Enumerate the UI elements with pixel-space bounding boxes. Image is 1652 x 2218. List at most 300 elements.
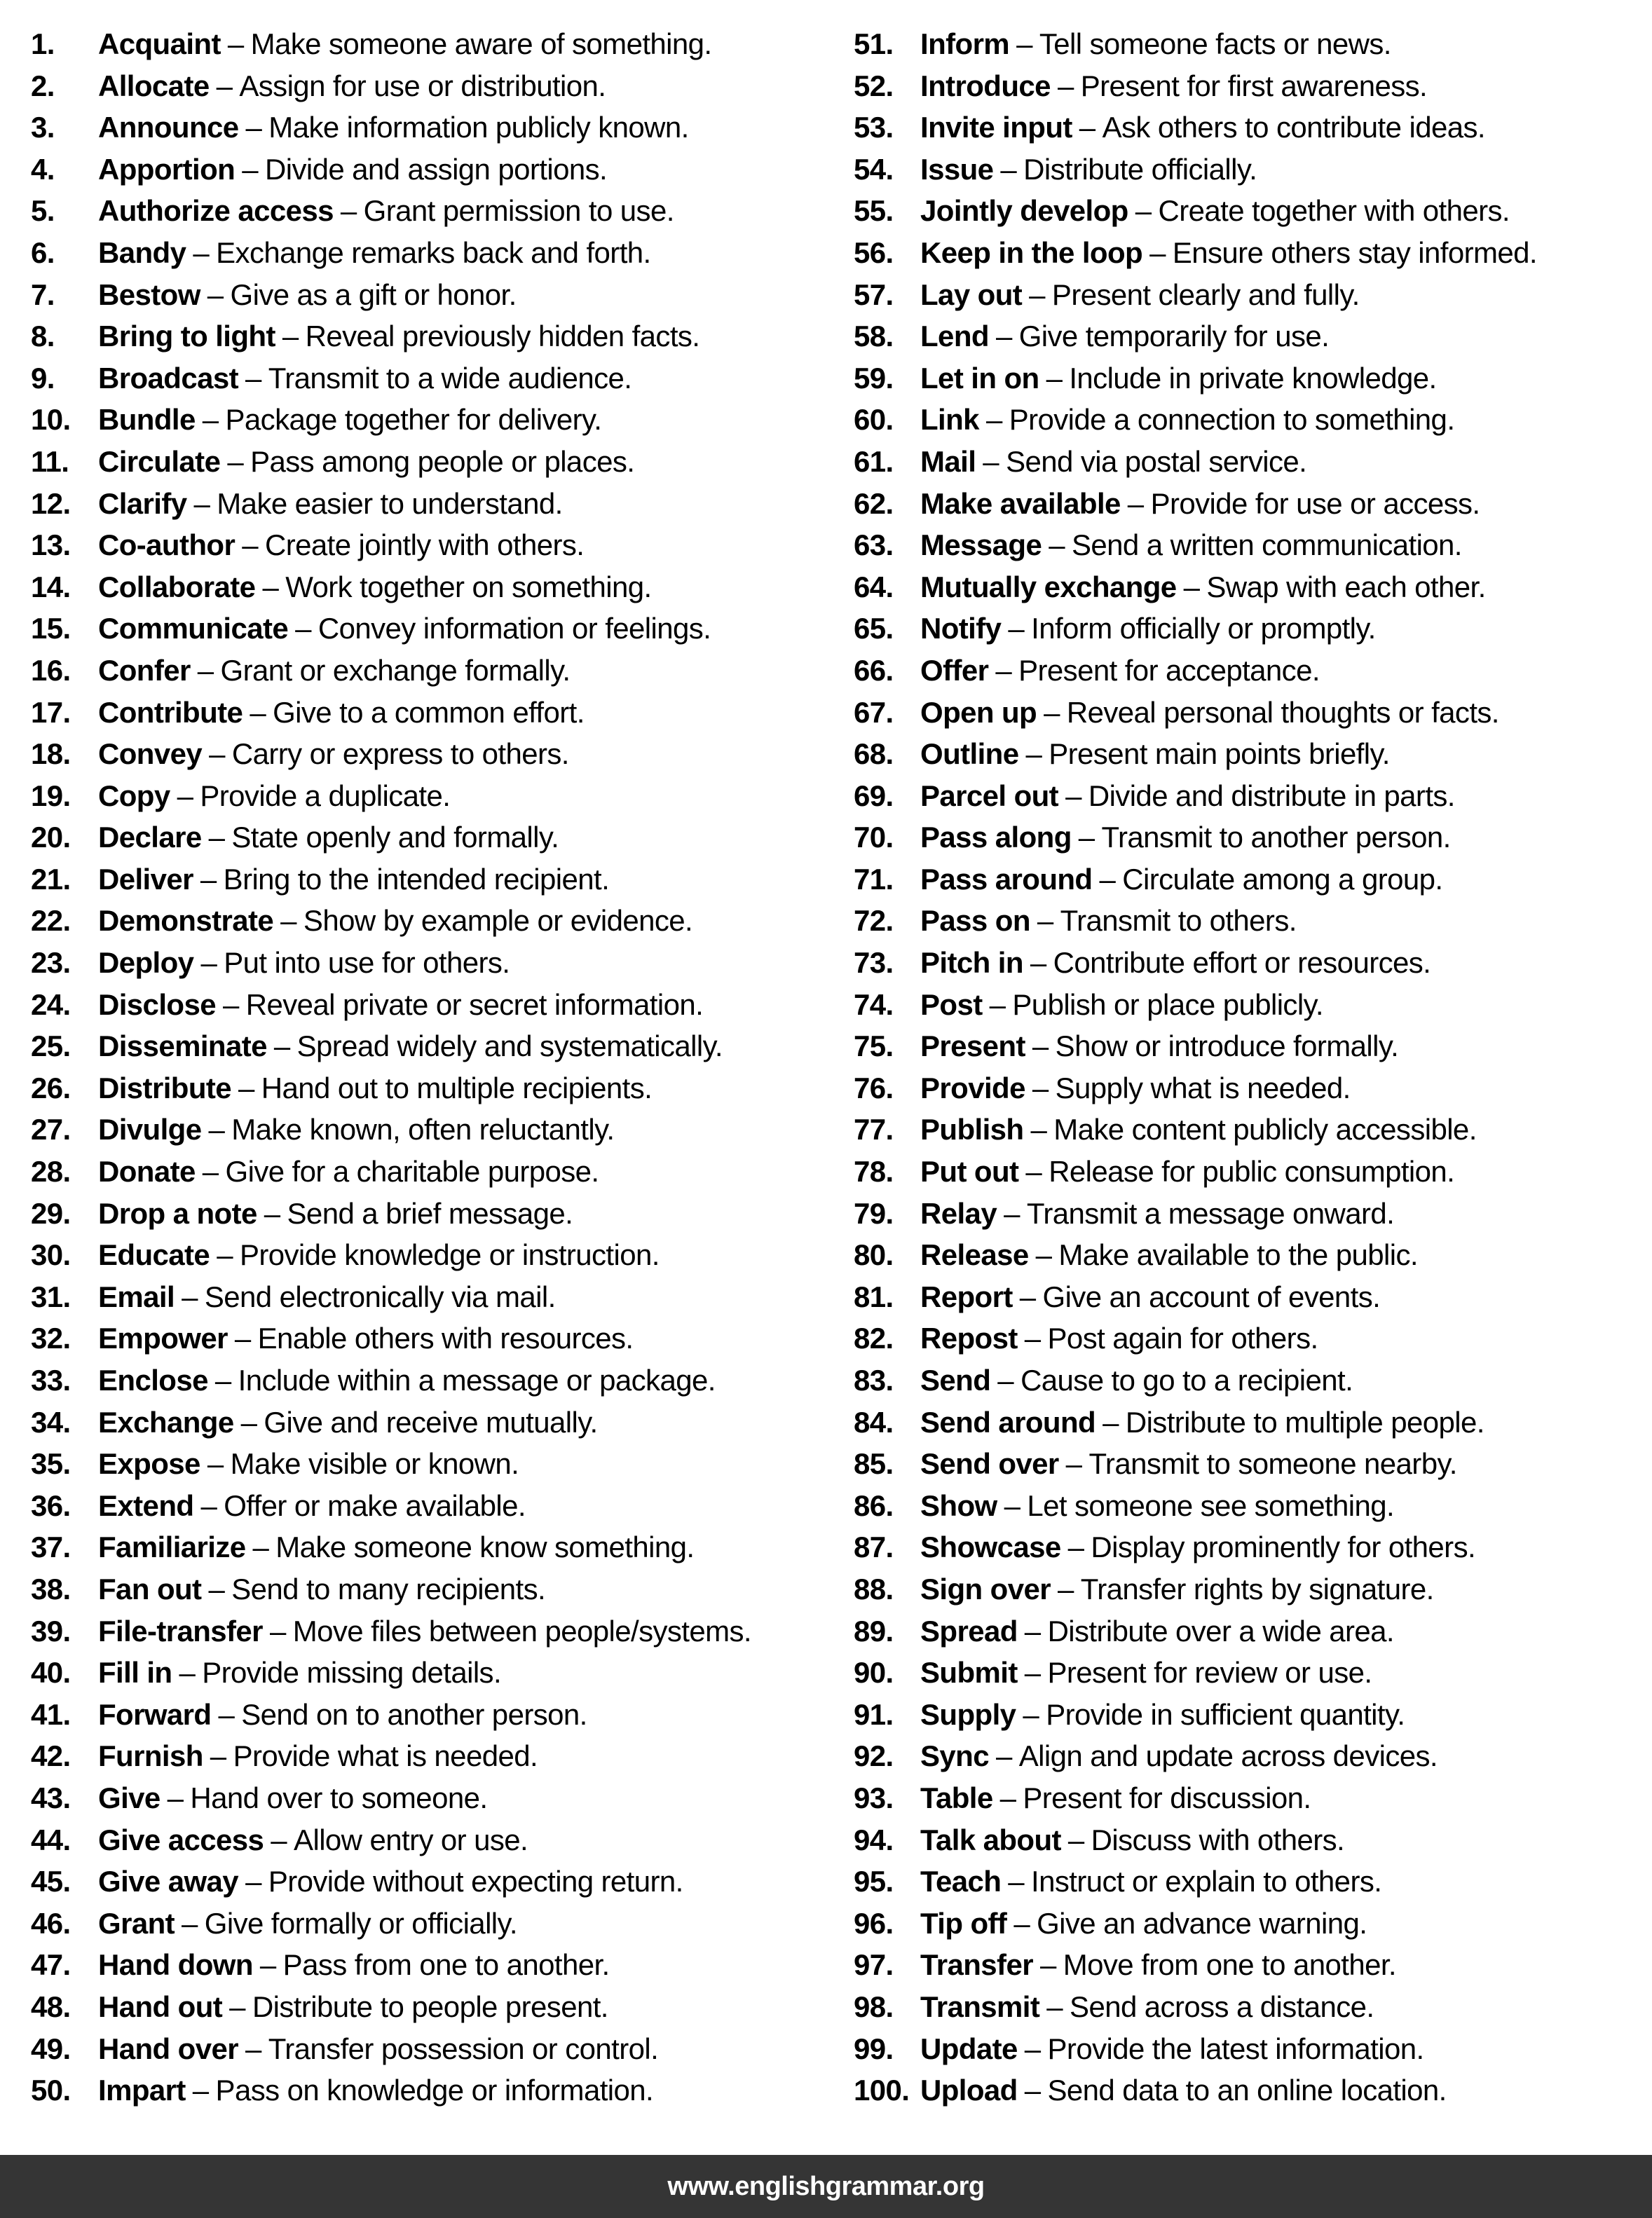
item-separator: – [295, 612, 311, 645]
item-separator: – [269, 1614, 286, 1648]
item-separator: – [202, 403, 219, 437]
item-term: Grant [98, 1906, 175, 1940]
list-item [854, 65, 1652, 107]
item-definition: Show or introduce formally. [1055, 1029, 1399, 1063]
item-definition: Transmit to another person. [1101, 821, 1451, 854]
item-number: 96. [854, 1906, 894, 1940]
list-item [31, 1568, 837, 1610]
item-term: Introduce [920, 69, 1051, 102]
item-term: Tip off [920, 1906, 1007, 1940]
list-item [854, 775, 1652, 817]
item-definition: Present for review or use. [1047, 1656, 1372, 1690]
item-number: 82. [854, 1322, 894, 1355]
item-separator: – [202, 1155, 219, 1189]
list-item [854, 1443, 1652, 1485]
item-term: Spread [920, 1614, 1018, 1648]
item-term: Lend [920, 320, 989, 353]
list-item [31, 1067, 837, 1109]
item-separator: – [227, 27, 244, 60]
item-separator: – [245, 111, 262, 144]
item-definition: Allow entry or use. [294, 1823, 528, 1856]
item-definition: Move files between people/systems. [292, 1614, 751, 1648]
list-item [31, 1234, 837, 1276]
item-definition: Send a brief message. [287, 1196, 573, 1230]
item-number: 41. [31, 1697, 71, 1731]
list-item [854, 566, 1652, 608]
item-number: 88. [854, 1572, 894, 1606]
item-separator: – [167, 1781, 184, 1814]
item-number: 94. [854, 1823, 894, 1856]
item-number: 89. [854, 1614, 894, 1648]
item-number: 54. [854, 152, 894, 186]
item-term: Showcase [920, 1531, 1061, 1564]
list-item [854, 984, 1652, 1026]
item-number: 14. [31, 570, 71, 603]
item-separator: – [282, 320, 299, 353]
item-separator: – [996, 1739, 1012, 1773]
item-number: 28. [31, 1155, 71, 1189]
item-term: Clarify [98, 486, 187, 520]
item-separator: – [983, 444, 999, 478]
item-term: Disseminate [98, 1029, 267, 1063]
item-term: Notify [920, 612, 1002, 645]
item-definition: Distribute over a wide area. [1047, 1614, 1395, 1648]
item-definition: Publish or place publicly. [1012, 987, 1323, 1021]
item-separator: – [1025, 737, 1042, 771]
item-number: 83. [854, 1364, 894, 1397]
item-definition: Give and receive mutually. [264, 1405, 598, 1439]
item-number: 65. [854, 612, 894, 645]
list-item [31, 1777, 837, 1819]
item-separator: – [182, 1906, 198, 1940]
item-number: 21. [31, 862, 71, 896]
item-term: Collaborate [98, 570, 256, 603]
item-definition: Make information publicly known. [268, 111, 689, 144]
item-number: 57. [854, 278, 894, 311]
item-term: Give access [98, 1823, 264, 1856]
item-definition: Grant or exchange formally. [220, 653, 571, 687]
item-number: 19. [31, 779, 71, 812]
item-term: Distribute [98, 1071, 232, 1104]
list-item [854, 1777, 1652, 1819]
list-item [31, 1109, 837, 1151]
item-number: 35. [31, 1447, 71, 1481]
list-item [31, 1402, 837, 1444]
item-term: Relay [920, 1196, 997, 1230]
item-term: Disclose [98, 987, 216, 1021]
item-definition: Ensure others stay informed. [1172, 235, 1537, 269]
item-separator: – [1078, 821, 1095, 854]
item-definition: Enable others with resources. [257, 1322, 634, 1355]
footer-website-link[interactable]: www.englishgrammar.org [667, 2171, 985, 2201]
item-separator: – [210, 1739, 226, 1773]
item-term: Put out [920, 1155, 1019, 1189]
item-term: Broadcast [98, 361, 239, 395]
item-separator: – [995, 320, 1012, 353]
item-number: 58. [854, 320, 894, 353]
item-separator: – [1032, 1029, 1049, 1063]
item-separator: – [218, 1697, 235, 1731]
item-separator: – [1030, 946, 1046, 980]
item-number: 47. [31, 1948, 71, 1982]
item-number: 16. [31, 653, 71, 687]
list-item [31, 190, 837, 232]
item-term: Authorize access [98, 194, 334, 228]
item-definition: Make easier to understand. [217, 486, 563, 520]
list-item [31, 984, 837, 1026]
item-separator: – [1035, 1238, 1052, 1272]
list-item [31, 608, 837, 650]
list-item [31, 1151, 837, 1193]
item-number: 6. [31, 235, 55, 269]
list-item [31, 900, 837, 942]
item-term: Transfer [920, 1948, 1033, 1982]
item-separator: – [1004, 1196, 1020, 1230]
item-definition: Inform officially or promptly. [1031, 612, 1376, 645]
item-number: 50. [31, 2074, 71, 2107]
item-number: 49. [31, 2032, 71, 2065]
item-separator: – [1183, 570, 1200, 603]
item-definition: Show by example or evidence. [303, 904, 693, 938]
item-number: 95. [854, 1865, 894, 1898]
list-item [854, 483, 1652, 525]
list-item [31, 1735, 837, 1777]
item-term: Bundle [98, 403, 196, 437]
item-term: Upload [920, 2074, 1018, 2107]
item-definition: Cause to go to a recipient. [1020, 1364, 1353, 1397]
item-definition: Transfer rights by signature. [1080, 1572, 1434, 1606]
list-item [854, 692, 1652, 734]
item-number: 4. [31, 152, 55, 186]
list-item [854, 1067, 1652, 1109]
item-number: 73. [854, 946, 894, 980]
item-separator: – [1057, 69, 1074, 102]
item-definition: Provide a connection to something. [1009, 403, 1455, 437]
item-separator: – [1024, 1322, 1041, 1355]
item-separator: – [182, 1280, 198, 1313]
item-definition: Move from one to another. [1063, 1948, 1396, 1982]
list-item [31, 1903, 837, 1945]
item-definition: Hand over to someone. [190, 1781, 488, 1814]
item-separator: – [1149, 235, 1166, 269]
item-term: Provide [920, 1071, 1025, 1104]
list-item [31, 1526, 837, 1568]
item-separator: – [1046, 1990, 1063, 2023]
item-number: 75. [854, 1029, 894, 1063]
list-item [31, 2069, 837, 2111]
item-term: Let in on [920, 361, 1039, 395]
item-definition: Give an advance warning. [1037, 1906, 1367, 1940]
item-number: 11. [31, 444, 69, 478]
item-definition: Provide a duplicate. [200, 779, 451, 812]
item-separator: – [208, 1113, 225, 1146]
item-number: 81. [854, 1280, 894, 1313]
list-item [31, 107, 837, 149]
item-separator: – [1000, 152, 1017, 186]
item-term: Hand over [98, 2032, 238, 2065]
item-definition: Send to many recipients. [231, 1572, 546, 1606]
item-term: Outline [920, 737, 1019, 771]
item-definition: Contribute effort or resources. [1053, 946, 1431, 980]
item-term: Familiarize [98, 1531, 246, 1564]
item-separator: – [999, 1781, 1016, 1814]
item-number: 33. [31, 1364, 71, 1397]
item-definition: Send across a distance. [1070, 1990, 1374, 2023]
item-separator: – [193, 486, 210, 520]
list-item [31, 524, 837, 566]
item-definition: Provide in sufficient quantity. [1046, 1697, 1405, 1731]
item-term: Donate [98, 1155, 196, 1189]
item-definition: Divide and assign portions. [264, 152, 608, 186]
list-item [854, 1568, 1652, 1610]
item-definition: Transmit to others. [1060, 904, 1297, 938]
item-separator: – [1024, 1614, 1041, 1648]
item-number: 55. [854, 194, 894, 228]
item-term: Invite input [920, 111, 1072, 144]
item-term: Message [920, 528, 1042, 562]
item-term: Sign over [920, 1572, 1051, 1606]
item-separator: – [1065, 779, 1081, 812]
item-term: Make available [920, 486, 1121, 520]
item-term: Parcel out [920, 779, 1059, 812]
item-term: Lay out [920, 278, 1023, 311]
item-definition: Supply what is needed. [1055, 1071, 1351, 1104]
list-item [854, 1276, 1652, 1318]
item-definition: Present for first awareness. [1080, 69, 1428, 102]
item-separator: – [1037, 904, 1053, 938]
item-separator: – [259, 1948, 276, 1982]
item-definition: Pass on knowledge or information. [215, 2074, 654, 2107]
item-definition: Make available to the public. [1058, 1238, 1418, 1272]
item-separator: – [1065, 1447, 1082, 1481]
item-term: Post [920, 987, 983, 1021]
item-definition: Distribute to people present. [252, 1990, 608, 2023]
item-separator: – [240, 1405, 257, 1439]
item-definition: Put into use for others. [224, 946, 510, 980]
list-item [854, 1193, 1652, 1235]
list-item [31, 1652, 837, 1694]
item-separator: – [1057, 1572, 1074, 1606]
item-number: 90. [854, 1656, 894, 1690]
item-term: Bring to light [98, 320, 275, 353]
list-item [854, 524, 1652, 566]
list-item [31, 315, 837, 357]
item-separator: – [264, 1196, 280, 1230]
list-item [31, 1360, 837, 1402]
list-item [854, 1944, 1652, 1986]
item-separator: – [208, 821, 225, 854]
list-item [854, 1735, 1652, 1777]
item-number: 1. [31, 27, 55, 60]
list-item [854, 1610, 1652, 1652]
item-separator: – [1019, 1280, 1036, 1313]
item-term: Fill in [98, 1656, 172, 1690]
item-definition: Align and update across devices. [1018, 1739, 1438, 1773]
item-separator: – [1135, 194, 1152, 228]
item-number: 8. [31, 320, 55, 353]
item-term: Extend [98, 1488, 194, 1522]
item-definition: Provide without expecting return. [268, 1865, 683, 1898]
item-number: 9. [31, 361, 55, 395]
item-separator: – [216, 69, 233, 102]
item-number: 98. [854, 1990, 894, 2023]
item-number: 80. [854, 1238, 894, 1272]
item-term: Jointly develop [920, 194, 1128, 228]
item-separator: – [1023, 1697, 1039, 1731]
list-item [854, 816, 1652, 858]
item-definition: Work together on something. [285, 570, 652, 603]
list-item [854, 942, 1652, 984]
item-term: Bandy [98, 235, 186, 269]
item-number: 72. [854, 904, 894, 938]
list-item [854, 1025, 1652, 1067]
item-number: 48. [31, 1990, 71, 2023]
item-term: Give away [98, 1865, 239, 1898]
item-separator: – [1008, 612, 1025, 645]
item-separator: – [1025, 1155, 1042, 1189]
item-separator: – [1103, 1405, 1119, 1439]
list-item [854, 23, 1652, 65]
list-item [31, 357, 837, 399]
item-term: Issue [920, 152, 994, 186]
item-definition: Present for acceptance. [1018, 653, 1320, 687]
item-term: Drop a note [98, 1196, 257, 1230]
item-definition: Provide what is needed. [233, 1739, 538, 1773]
item-separator: – [985, 403, 1002, 437]
list-item [854, 1861, 1652, 1903]
item-number: 25. [31, 1029, 71, 1063]
item-definition: Distribute to multiple people. [1125, 1405, 1484, 1439]
item-separator: – [989, 987, 1006, 1021]
item-separator: – [1039, 1948, 1056, 1982]
item-number: 46. [31, 1906, 71, 1940]
list-item [31, 1610, 837, 1652]
item-separator: – [273, 1029, 290, 1063]
item-number: 2. [31, 69, 55, 102]
item-term: Exchange [98, 1405, 234, 1439]
item-number: 74. [854, 987, 894, 1021]
item-separator: – [242, 152, 258, 186]
item-term: Update [920, 2032, 1018, 2065]
item-definition: Present main points briefly. [1049, 737, 1390, 771]
item-separator: – [245, 1865, 261, 1898]
item-definition: Display prominently for others. [1091, 1531, 1476, 1564]
list-item [854, 1819, 1652, 1861]
item-separator: – [234, 1322, 251, 1355]
item-definition: Tell someone facts or news. [1039, 27, 1391, 60]
item-number: 37. [31, 1531, 71, 1564]
item-definition: Make content publicly accessible. [1053, 1113, 1477, 1146]
item-term: Empower [98, 1322, 228, 1355]
item-definition: Transmit to a wide audience. [268, 361, 632, 395]
item-term: Convey [98, 737, 203, 771]
list-item [31, 775, 837, 817]
item-separator: – [1099, 862, 1116, 896]
item-number: 76. [854, 1071, 894, 1104]
list-item [31, 2028, 837, 2070]
list-item [854, 357, 1652, 399]
list-item [31, 1276, 837, 1318]
item-definition: Divide and distribute in parts. [1088, 779, 1455, 812]
item-term: File-transfer [98, 1614, 263, 1648]
list-item [31, 149, 837, 191]
item-term: Expose [98, 1447, 200, 1481]
item-term: Pass along [920, 821, 1072, 854]
item-number: 18. [31, 737, 71, 771]
list-item [854, 441, 1652, 483]
item-number: 31. [31, 1280, 71, 1313]
item-definition: Transmit a message onward. [1026, 1196, 1395, 1230]
item-term: Transmit [920, 1990, 1040, 2023]
item-term: Divulge [98, 1113, 202, 1146]
item-separator: – [179, 1656, 196, 1690]
item-separator: – [197, 653, 214, 687]
item-term: Present [920, 1029, 1025, 1063]
item-number: 26. [31, 1071, 71, 1104]
item-term: Demonstrate [98, 904, 274, 938]
item-number: 52. [854, 69, 894, 102]
item-number: 87. [854, 1531, 894, 1564]
list-item [854, 858, 1652, 901]
item-definition: Reveal personal thoughts or facts. [1066, 695, 1499, 729]
item-separator: – [207, 278, 224, 311]
item-separator: – [1046, 361, 1063, 395]
list-item [854, 1109, 1652, 1151]
item-definition: Send via postal service. [1006, 444, 1307, 478]
item-number: 29. [31, 1196, 71, 1230]
item-number: 45. [31, 1865, 71, 1898]
item-number: 39. [31, 1614, 71, 1648]
item-separator: – [997, 1364, 1014, 1397]
item-number: 15. [31, 612, 71, 645]
item-separator: – [1030, 1113, 1047, 1146]
item-number: 34. [31, 1405, 71, 1439]
item-definition: Create together with others. [1158, 194, 1510, 228]
item-term: Furnish [98, 1739, 203, 1773]
item-term: Report [920, 1280, 1013, 1313]
item-term: Show [920, 1488, 997, 1522]
item-separator: – [1029, 278, 1045, 311]
item-term: Impart [98, 2074, 186, 2107]
item-separator: – [200, 946, 217, 980]
item-separator: – [250, 695, 266, 729]
item-separator: – [245, 2032, 261, 2065]
item-definition: Make someone aware of something. [250, 27, 712, 60]
item-number: 12. [31, 486, 71, 520]
item-definition: Transfer possession or control. [268, 2032, 659, 2065]
item-number: 7. [31, 278, 55, 311]
item-separator: – [222, 987, 239, 1021]
list-item [854, 2028, 1652, 2070]
item-definition: Give formally or officially. [204, 1906, 517, 1940]
item-term: Deliver [98, 862, 193, 896]
list-item [854, 1402, 1652, 1444]
item-separator: – [280, 904, 296, 938]
item-definition: Hand out to multiple recipients. [261, 1071, 653, 1104]
item-number: 67. [854, 695, 894, 729]
item-definition: Grant permission to use. [363, 194, 674, 228]
item-term: Enclose [98, 1364, 208, 1397]
item-separator: – [229, 1990, 245, 2023]
item-number: 84. [854, 1405, 894, 1439]
list-item [31, 1986, 837, 2028]
item-definition: Provide for use or access. [1150, 486, 1480, 520]
list-item [31, 942, 837, 984]
footer-bar [0, 2155, 1652, 2218]
item-number: 60. [854, 403, 894, 437]
item-definition: Offer or make available. [224, 1488, 526, 1522]
item-term: Forward [98, 1697, 212, 1731]
